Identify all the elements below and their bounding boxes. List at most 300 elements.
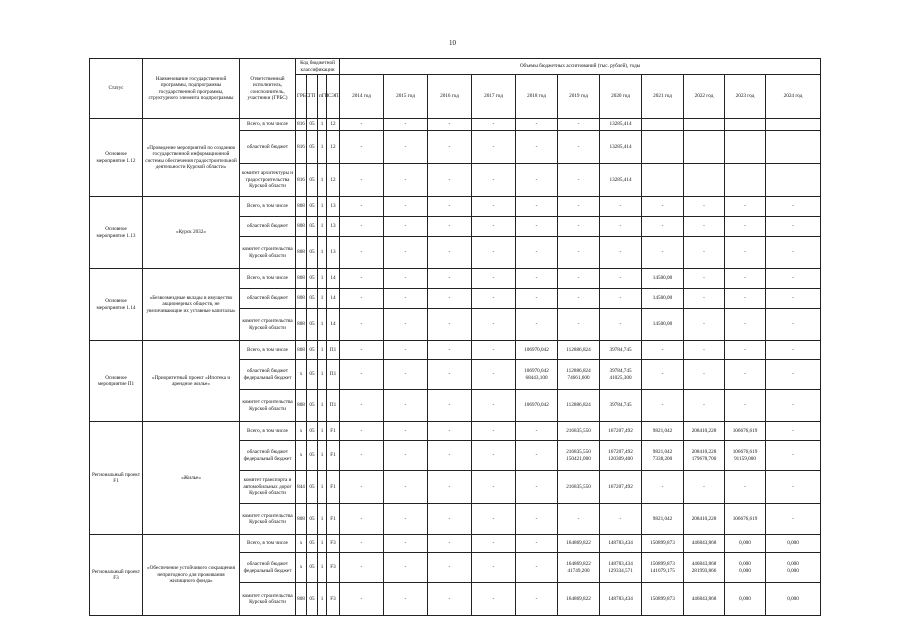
row-code: х [296,535,307,553]
row-value: - [384,471,428,504]
row-value [725,553,766,583]
header-year: 2017 год [472,75,516,119]
row-value [725,131,766,164]
row-value [725,119,766,131]
row-value: 13285,414 [600,131,642,164]
row-value: - [472,341,516,360]
row-value: - [684,289,725,309]
row-value: - [684,237,725,269]
row-value: - [384,131,428,164]
row-value: - [766,471,821,504]
row-value [684,131,725,164]
row-code: 05 [307,289,318,309]
row-value: 14500,00 [642,289,684,309]
row-value: - [384,583,428,616]
row-code: F1 [327,471,340,504]
row-value: - [725,390,766,422]
row-value: - [340,422,384,441]
row-status: Основное мероприятие 1.12 [90,119,143,197]
row-value: - [725,341,766,360]
row-value: - [340,217,384,237]
row-value: - [684,360,725,390]
row-value: - [384,341,428,360]
row-value [684,119,725,131]
header-code-pgp: пГП [318,75,327,119]
row-value: - [428,269,472,289]
stacked-value: 68443,100 [525,374,548,381]
row-value: - [516,131,558,164]
row-code: 1 [318,471,327,504]
row-value: - [428,583,472,616]
row-value: - [684,269,725,289]
page-number: 10 [449,39,456,47]
row-value: - [558,119,600,131]
row-value: 164869,822 [558,583,600,616]
table-row [90,341,821,360]
row-value: - [766,269,821,289]
row-value [516,360,558,390]
row-code: 05 [307,360,318,390]
row-code: 1 [318,360,327,390]
row-code: 14 [327,289,340,309]
row-value: - [340,289,384,309]
row-value: - [340,237,384,269]
row-value: - [384,535,428,553]
row-funding-source: комитет строительства Курской области [240,237,296,269]
stacked-value: 106970,042 [524,368,549,374]
row-code: 816 [296,164,307,197]
row-value: - [472,217,516,237]
stacked-value: 216835,550 [566,449,591,455]
row-code: 1 [318,289,327,309]
row-value: 0,000 [725,583,766,616]
stacked-value: 208410,228 [691,449,717,455]
row-value: - [558,309,600,341]
header-code-gp: ГП [307,75,318,119]
row-value: - [340,471,384,504]
row-value: - [428,217,472,237]
row-value: 0,000 [766,535,821,553]
row-code: 808 [296,341,307,360]
row-code: 1 [318,164,327,197]
row-code: F3 [327,583,340,616]
row-value: 167207,492 [600,422,642,441]
row-code: 13 [327,237,340,269]
stacked-value: 39784,745 [609,368,632,374]
row-value: - [384,422,428,441]
row-value: - [472,504,516,535]
row-value: - [642,390,684,422]
row-value: - [340,360,384,390]
stacked-value: 150899,873 [650,561,675,567]
row-status: Региональный проект F1 [90,422,143,535]
header-year: 2019 год [558,75,600,119]
row-value [642,441,684,471]
row-value: - [516,309,558,341]
row-code: 05 [307,237,318,269]
row-value: - [340,119,384,131]
row-value: - [428,341,472,360]
row-value: - [766,217,821,237]
row-code: 1 [318,390,327,422]
row-value [766,164,821,197]
row-code: 13 [327,197,340,217]
row-name: «Курск 2032» [143,197,240,269]
row-code: 05 [307,471,318,504]
row-value: - [642,197,684,217]
row-code: F3 [327,553,340,583]
row-value: 446843,868 [684,535,725,553]
row-value: - [428,441,472,471]
row-value [684,164,725,197]
row-value [642,164,684,197]
row-value: - [558,131,600,164]
row-value [600,441,642,471]
row-code: 14 [327,269,340,289]
budget-table [89,58,821,616]
header-year: 2016 год [428,75,472,119]
row-code: 1 [318,422,327,441]
row-funding-source: областной бюджет федеральный бюджет [240,360,296,390]
row-value: - [766,390,821,422]
row-value [725,164,766,197]
stacked-value: 112886,824 [566,368,591,374]
row-code: 05 [307,119,318,131]
row-value: - [766,360,821,390]
row-value: - [558,217,600,237]
row-value: 148783,434 [600,535,642,553]
row-value: - [725,309,766,341]
row-value: - [340,164,384,197]
row-value: 39784,745 [600,390,642,422]
table-row [90,269,821,289]
row-code: 1 [318,504,327,535]
stacked-value: 179678,700 [691,455,717,462]
row-value: - [384,289,428,309]
row-name: «Жилье» [143,422,240,535]
row-value: - [472,289,516,309]
stacked-value: 0,000 [739,567,751,574]
row-code: 1 [318,341,327,360]
row-code: 808 [296,390,307,422]
stacked-value: 91159,000 [734,455,756,462]
row-value: - [472,441,516,471]
row-code: 808 [296,289,307,309]
row-funding-source: областной бюджет [240,217,296,237]
row-value: 216835,550 [558,422,600,441]
row-value: - [428,471,472,504]
row-value: - [384,269,428,289]
row-value: - [384,553,428,583]
row-funding-source: Всего, в том числе [240,197,296,217]
header-name: Наименование государственной программы, подпрограммы государственной программы, структурного элемента подпрограммы [143,59,240,119]
row-value: - [428,237,472,269]
row-value: - [472,422,516,441]
row-code: F1 [327,441,340,471]
row-code: 05 [307,131,318,164]
row-value: - [600,237,642,269]
row-value: 0,000 [725,535,766,553]
row-value: 150899,873 [642,583,684,616]
row-value: 446843,868 [684,583,725,616]
row-value: 106970,042 [516,341,558,360]
row-code: F1 [327,504,340,535]
row-value: - [766,422,821,441]
row-code: 05 [307,164,318,197]
row-value: - [516,217,558,237]
header-status: Статус [90,59,143,119]
row-value: - [472,390,516,422]
row-code: 816 [296,131,307,164]
row-value: 112886,824 [558,341,600,360]
row-value: - [340,553,384,583]
row-value: - [642,341,684,360]
row-value: 106970,042 [516,390,558,422]
stacked-value: 446843,868 [691,561,717,567]
row-value: - [472,269,516,289]
row-funding-source: Всего, в том числе [240,535,296,553]
stacked-value: 167207,492 [608,449,633,455]
row-value: - [384,390,428,422]
row-value [642,119,684,131]
row-code: 13 [327,217,340,237]
header-executor: Ответственный исполнитель, соисполнитель, участники (ГРБС) [240,59,296,119]
row-value: - [766,237,821,269]
row-value: - [384,217,428,237]
table-body [90,119,821,616]
row-funding-source: комитет строительства Курской области [240,583,296,616]
row-code: 1 [318,269,327,289]
row-value: - [472,237,516,269]
row-value: - [766,289,821,309]
row-code: 808 [296,237,307,269]
row-code: 12 [327,164,340,197]
row-value: - [428,390,472,422]
row-code: 05 [307,583,318,616]
row-value [600,553,642,583]
row-value: - [384,237,428,269]
stacked-value: 0,000 [787,561,799,567]
row-value: - [558,289,600,309]
row-value: - [600,309,642,341]
row-value: - [684,341,725,360]
row-value: - [684,309,725,341]
row-value: - [516,422,558,441]
row-value: - [384,441,428,471]
header-year: 2018 год [516,75,558,119]
row-value: - [766,441,821,471]
row-value: 13285,414 [600,119,642,131]
row-status: Основное мероприятие 1.13 [90,197,143,269]
row-value: 148783,434 [600,583,642,616]
row-value: - [766,197,821,217]
row-value [766,119,821,131]
header-year: 2015 год [384,75,428,119]
header-code-grbs: ГРБС [296,75,307,119]
header-volumes: Объемы бюджетных ассигнований (тыс. рублей), годы [340,59,821,75]
stacked-value: 41025,300 [609,374,632,381]
row-code: х [296,553,307,583]
row-value: - [600,217,642,237]
stacked-value: 141079,175 [650,567,675,574]
row-value [642,553,684,583]
row-value: - [428,553,472,583]
row-value: - [516,535,558,553]
row-status: Основное мероприятие 1.14 [90,269,143,341]
row-value: - [472,535,516,553]
row-value [766,131,821,164]
row-code: F3 [327,535,340,553]
row-value: - [558,504,600,535]
row-code: 808 [296,197,307,217]
row-code: 1 [318,583,327,616]
row-code: 12 [327,131,340,164]
row-funding-source: Всего, в том числе [240,422,296,441]
stacked-value: 129334,571 [608,567,633,574]
row-value: - [558,269,600,289]
stacked-value: 7338,200 [652,455,673,462]
row-value: - [516,553,558,583]
row-value: - [516,164,558,197]
row-code: 05 [307,390,318,422]
row-code: 808 [296,269,307,289]
row-code: 05 [307,504,318,535]
stacked-value: 120309,400 [608,455,633,462]
header-year: 2014 год [340,75,384,119]
row-code: 1 [318,309,327,341]
row-code: 816 [296,119,307,131]
row-value: - [428,504,472,535]
row-code: 12 [327,119,340,131]
row-status: Региональный проект F3 [90,535,143,616]
row-code: 1 [318,131,327,164]
row-code: 05 [307,217,318,237]
row-value: - [472,119,516,131]
row-name: «Проведение мероприятий по созданию государственной информационной системы обеспечения градостроительной деятельности Курской области» [143,119,240,197]
stacked-value: 74661,600 [567,374,590,381]
row-value: 0,000 [766,583,821,616]
row-value: - [600,504,642,535]
row-code: 05 [307,422,318,441]
row-value: - [684,217,725,237]
row-value [558,553,600,583]
row-value: - [340,309,384,341]
row-value: - [725,289,766,309]
row-value: - [516,289,558,309]
row-value: - [472,471,516,504]
row-value: - [725,471,766,504]
stacked-value: 106676,619 [732,449,758,455]
header-year: 2020 год [600,75,642,119]
row-code: 05 [307,535,318,553]
row-value: - [642,471,684,504]
row-code: 1 [318,553,327,583]
row-value [600,360,642,390]
row-value: 14500,00 [642,309,684,341]
row-value: - [725,197,766,217]
row-value: - [766,341,821,360]
row-value: 164869,822 [558,535,600,553]
row-value: - [516,441,558,471]
row-value: - [384,309,428,341]
header-year: 2024 год [766,75,821,119]
row-value: - [558,237,600,269]
row-value: - [340,197,384,217]
table-row [90,119,821,131]
row-code: П1 [327,390,340,422]
stacked-value: 148783,434 [608,561,633,567]
table-row [90,197,821,217]
header-year: 2021 год [642,75,684,119]
row-value: - [600,197,642,217]
row-value: - [428,289,472,309]
header-year: 2023 год [725,75,766,119]
stacked-value: 0,000 [739,561,751,567]
row-funding-source: Всего, в том числе [240,341,296,360]
row-value: - [472,131,516,164]
row-value: 14500,00 [642,269,684,289]
row-funding-source: областной бюджет [240,289,296,309]
row-code: 05 [307,341,318,360]
stacked-value: 9821,042 [652,449,673,455]
row-value: - [340,341,384,360]
stacked-value: 150421,000 [566,455,591,462]
row-value: - [428,535,472,553]
row-value: - [684,197,725,217]
row-value: - [558,197,600,217]
row-value: 112886,824 [558,390,600,422]
row-code: П1 [327,341,340,360]
row-code: х [296,360,307,390]
row-value: - [684,390,725,422]
row-value: - [472,164,516,197]
row-name: «Приоритетный проект «Ипотека и арендное жилье» [143,341,240,422]
table-header [90,59,821,119]
row-value: - [516,471,558,504]
row-value: - [600,269,642,289]
row-code: 05 [307,309,318,341]
row-code: 05 [307,553,318,583]
row-value: - [516,504,558,535]
row-value: - [642,217,684,237]
row-value: 106676,619 [725,504,766,535]
row-value: - [558,164,600,197]
row-value: - [766,504,821,535]
header-year: 2022 год [684,75,725,119]
stacked-value: 41749,200 [567,567,590,574]
row-value: - [340,390,384,422]
row-value: - [642,360,684,390]
row-value: - [428,164,472,197]
row-value: - [428,309,472,341]
row-code: 05 [307,269,318,289]
row-value: 208410,228 [684,504,725,535]
row-code: 1 [318,237,327,269]
table-row [90,535,821,553]
row-code: F1 [327,422,340,441]
row-value: - [725,360,766,390]
row-value: - [600,289,642,309]
row-value: - [472,197,516,217]
row-value: - [340,504,384,535]
row-code: 1 [318,197,327,217]
row-funding-source: Всего, в том числе [240,119,296,131]
row-value: - [384,164,428,197]
stacked-value: 281993,866 [691,567,717,574]
row-value: 167207,492 [600,471,642,504]
row-value: - [516,269,558,289]
stacked-value: 0,000 [787,567,799,574]
